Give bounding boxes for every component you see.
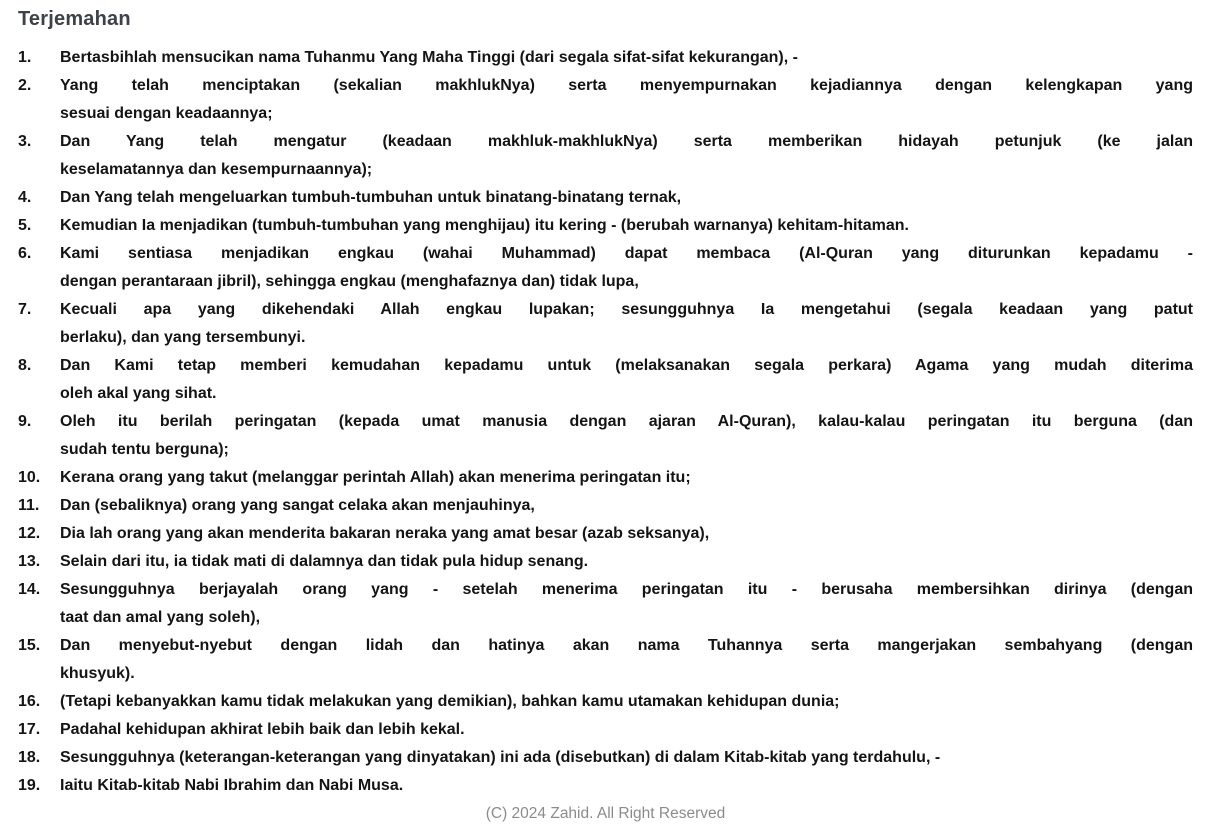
verse-line: Kerana orang yang takut (melanggar perintah Allah) akan menerima peringatan itu; <box>60 469 691 486</box>
verse-number: 13. <box>18 553 41 570</box>
verse-line: Oleh itu berilah peringatan (kepada umat manusia dengan ajaran Al-Quran), kalau-kalau peringatan itu berguna (dan <box>60 413 1193 430</box>
verse-text <box>60 128 1193 184</box>
verse-text <box>60 352 1193 408</box>
verse-line: Kami sentiasa menjadikan engkau (wahai Muhammad) dapat membaca (Al-Quran yang diturunkan kepadamu - <box>60 245 1193 262</box>
verse-line: keselamatannya dan kesempurnaannya); <box>60 161 373 178</box>
verse-item <box>18 240 1193 296</box>
verse-line: sudah tentu berguna); <box>60 441 229 458</box>
verse-number: 12. <box>18 525 41 542</box>
verse-item <box>18 772 1193 800</box>
verse-line: khusyuk). <box>60 665 135 682</box>
verse-number: 7. <box>18 301 32 318</box>
verse-text <box>60 576 1193 632</box>
verse-item <box>18 492 1193 520</box>
verse-number: 3. <box>18 133 32 150</box>
verse-number: 8. <box>18 357 32 374</box>
verse-item <box>18 212 1193 240</box>
page-title: Terjemahan <box>18 8 131 30</box>
verse-number: 17. <box>18 721 41 738</box>
verse-text <box>60 296 1193 352</box>
verse-item <box>18 688 1193 716</box>
verse-text <box>60 184 1193 212</box>
verse-item <box>18 548 1193 576</box>
verse-line: berlaku), dan yang tersembunyi. <box>60 329 306 346</box>
verse-item <box>18 44 1193 72</box>
verse-line: Dia lah orang yang akan menderita bakaran neraka yang amat besar (azab seksanya), <box>60 525 710 542</box>
verse-number: 6. <box>18 245 32 262</box>
verse-number: 2. <box>18 77 32 94</box>
verse-line: Yang telah menciptakan (sekalian makhlukNya) serta menyempurnakan kejadiannya dengan kelengkapan yang <box>60 77 1193 94</box>
verse-number: 9. <box>18 413 32 430</box>
verse-line: Sesungguhnya (keterangan-keterangan yang dinyatakan) ini ada (disebutkan) di dalam Kitab-kitab yang terdahulu, - <box>60 749 941 766</box>
verse-line: Kemudian Ia menjadikan (tumbuh-tumbuhan yang menghijau) itu kering - (berubah warnanya) kehitam-hitaman. <box>60 217 909 234</box>
verse-line: dengan perantaraan jibril), sehingga engkau (menghafaznya dan) tidak lupa, <box>60 273 639 290</box>
verse-line: Dan Yang telah mengatur (keadaan makhluk-makhlukNya) serta memberikan hidayah petunjuk (ke jalan <box>60 133 1193 150</box>
verse-line: (Tetapi kebanyakkan kamu tidak melakukan yang demikian), bahkan kamu utamakan kehidupan dunia; <box>60 693 840 710</box>
verse-item <box>18 744 1193 772</box>
verse-item <box>18 464 1193 492</box>
verse-number: 1. <box>18 49 32 66</box>
verse-line: Dan (sebaliknya) orang yang sangat celaka akan menjauhinya, <box>60 497 535 514</box>
verse-text <box>60 492 1193 520</box>
verse-line: Sesungguhnya berjayalah orang yang - setelah menerima peringatan itu - berusaha membersihkan dirinya (dengan <box>60 581 1193 598</box>
verse-text <box>60 716 1193 744</box>
verse-item <box>18 576 1193 632</box>
verse-number: 4. <box>18 189 32 206</box>
verse-number: 18. <box>18 749 41 766</box>
verse-line: Selain dari itu, ia tidak mati di dalamnya dan tidak pula hidup senang. <box>60 553 589 570</box>
verse-number: 19. <box>18 777 41 794</box>
verse-line: Dan Kami tetap memberi kemudahan kepadamu untuk (melaksanakan segala perkara) Agama yang mudah diterima <box>60 357 1193 374</box>
verse-text <box>60 464 1193 492</box>
verse-text <box>60 240 1193 296</box>
verse-number: 15. <box>18 637 41 654</box>
verse-item <box>18 632 1193 688</box>
verse-list <box>18 44 1193 800</box>
verse-line: sesuai dengan keadaannya; <box>60 105 273 122</box>
verse-line: taat dan amal yang soleh), <box>60 609 261 626</box>
verse-text <box>60 44 1193 72</box>
copyright-footer: (C) 2024 Zahid. All Right Reserved <box>485 805 726 822</box>
verse-text <box>60 548 1193 576</box>
verse-text <box>60 408 1193 464</box>
verse-text <box>60 688 1193 716</box>
verse-item <box>18 408 1193 464</box>
verse-number: 16. <box>18 693 41 710</box>
verse-text <box>60 520 1193 548</box>
verse-line: Bertasbihlah mensucikan nama Tuhanmu Yang Maha Tinggi (dari segala sifat-sifat kekurangan), - <box>60 49 798 66</box>
verse-line: Dan menyebut-nyebut dengan lidah dan hatinya akan nama Tuhannya serta mangerjakan sembahyang (dengan <box>60 637 1193 654</box>
verse-number: 5. <box>18 217 32 234</box>
verse-item <box>18 716 1193 744</box>
verse-line: Padahal kehidupan akhirat lebih baik dan lebih kekal. <box>60 721 465 738</box>
verse-text <box>60 632 1193 688</box>
verse-number: 10. <box>18 469 41 486</box>
verse-line: Iaitu Kitab-kitab Nabi Ibrahim dan Nabi Musa. <box>60 777 404 794</box>
verse-item <box>18 128 1193 184</box>
verse-number: 14. <box>18 581 41 598</box>
verse-item <box>18 520 1193 548</box>
verse-line: oleh akal yang sihat. <box>60 385 217 402</box>
verse-text <box>60 772 1193 800</box>
verse-text <box>60 212 1193 240</box>
verse-text <box>60 744 1193 772</box>
verse-item <box>18 352 1193 408</box>
verse-line: Dan Yang telah mengeluarkan tumbuh-tumbuhan untuk binatang-binatang ternak, <box>60 189 682 206</box>
verse-text <box>60 72 1193 128</box>
verse-item <box>18 72 1193 128</box>
verse-item <box>18 296 1193 352</box>
verse-item <box>18 184 1193 212</box>
verse-number: 11. <box>18 497 40 514</box>
verse-line: Kecuali apa yang dikehendaki Allah engkau lupakan; sesungguhnya Ia mengetahui (segala keadaan yang patut <box>60 301 1193 318</box>
